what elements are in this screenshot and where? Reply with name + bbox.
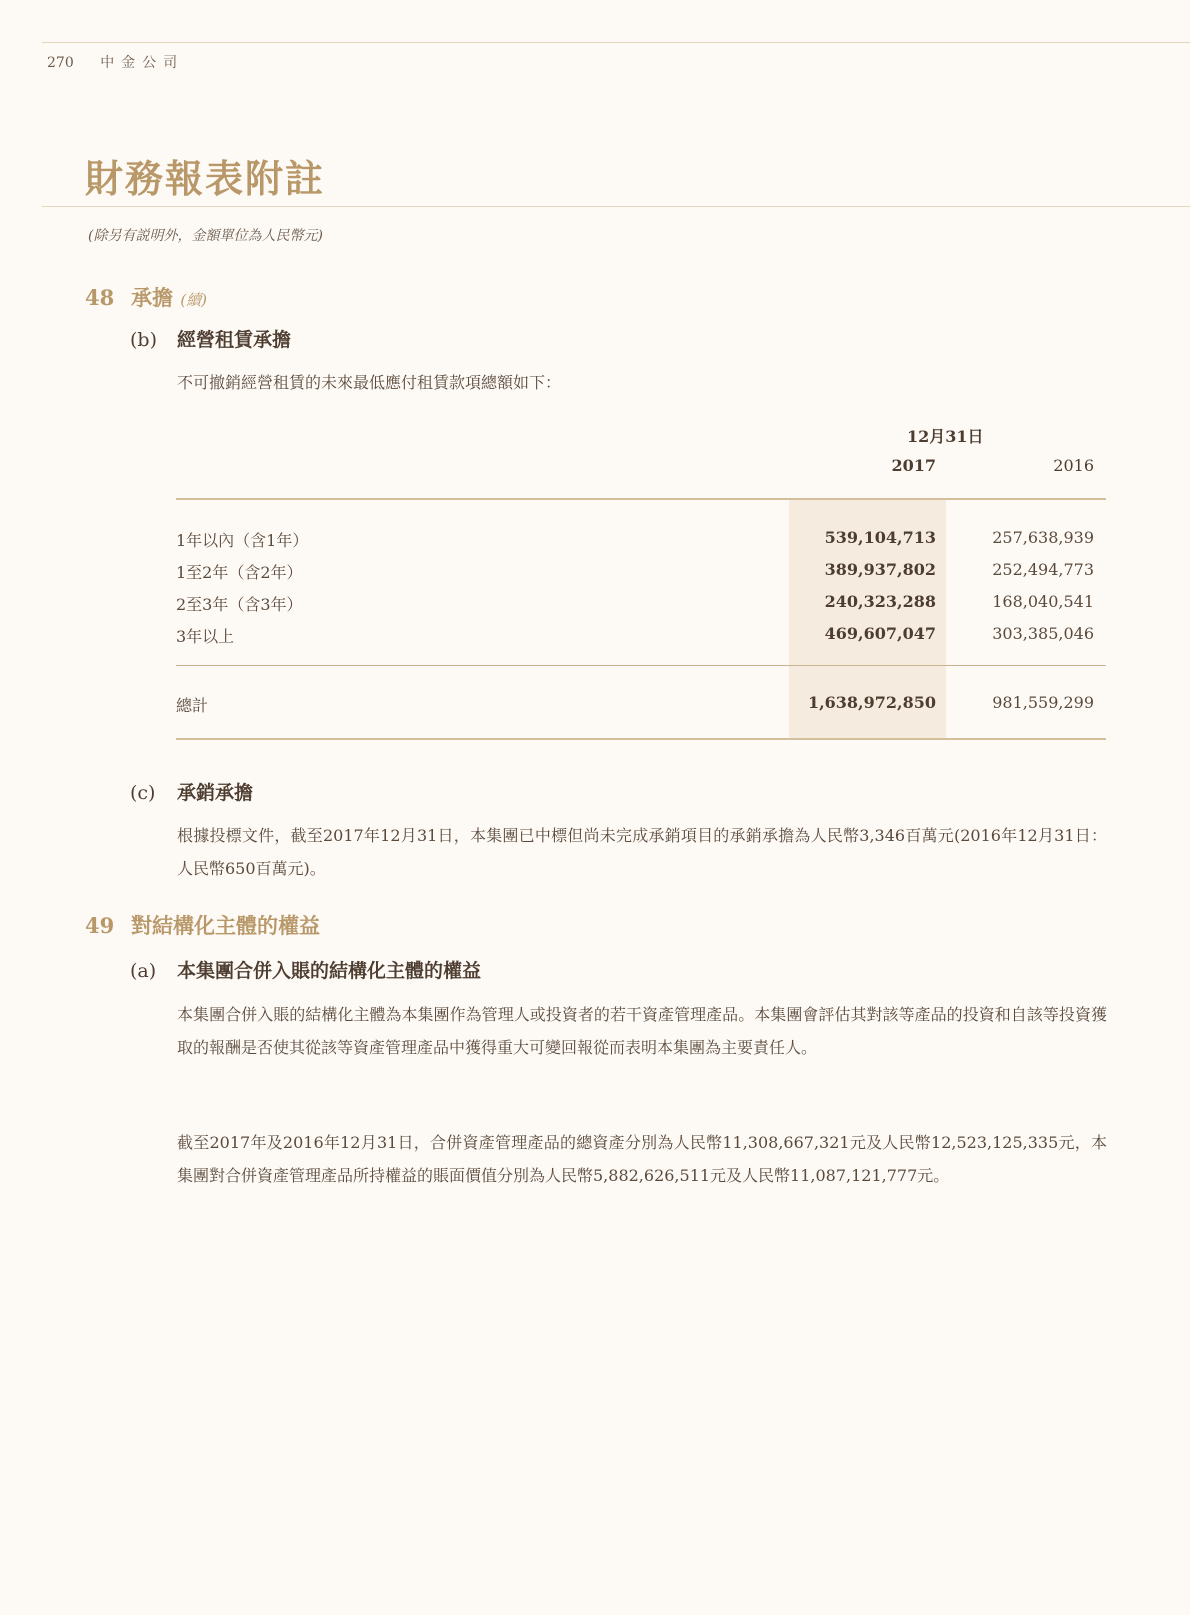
section-title: 對結構化主體的權益 [131, 913, 320, 938]
underwriting-paragraph: 根據投標文件，截至2017年12月31日，本集團已中標但尚未完成承銷項目的承銷承擔為人民幣3,346百萬元(2016年12月31日：人民幣650百萬元)。 [177, 826, 1107, 878]
page-number: 270 [47, 55, 74, 71]
value-2016: 257,638,939 [992, 528, 1094, 547]
total-label: 總計 [176, 696, 209, 715]
table-total-row [176, 693, 1106, 721]
value-2016: 168,040,541 [992, 592, 1094, 611]
header-rule [42, 42, 1190, 43]
value-2017: 240,323,288 [824, 592, 936, 611]
column-header-2016: 2016 [1053, 456, 1094, 475]
section-49-heading [85, 910, 320, 940]
section-title: 承擔 [131, 285, 173, 310]
subsection-c-heading [130, 778, 253, 805]
column-header-2017: 2017 [891, 456, 936, 475]
unit-note: (除另有説明外，金額單位為人民幣元) [88, 228, 323, 244]
row-label: 1年以內（含1年） [176, 531, 309, 550]
section-number: 49 [85, 913, 115, 938]
subsection-b-heading [130, 325, 291, 352]
page-title: 財務報表附註 [85, 156, 326, 201]
table-row [176, 592, 1106, 620]
subsection-letter: (a) [130, 960, 157, 982]
value-2017: 389,937,802 [824, 560, 936, 579]
page-header [47, 52, 184, 72]
table-row [176, 560, 1106, 588]
table-row [176, 528, 1106, 556]
continued-label: (續) [180, 291, 208, 309]
title-rule [42, 206, 1190, 207]
structured-entity-paragraph-1: 本集團合併入賬的結構化主體為本集團作為管理人或投資者的若干資產管理產品。本集團會評估其對該等產品的投資和自該等投資獲取的報酬是否使其從該等資產管理產品中獲得重大可變回報從而表明本集團為主要責任人。 [177, 1005, 1107, 1057]
subsection-title: 本集團合併入賬的結構化主體的權益 [177, 960, 482, 982]
subsection-letter: (b) [130, 329, 157, 351]
section-number: 48 [85, 285, 115, 310]
date-group-header: 12月31日 [907, 427, 984, 446]
total-2017: 1,638,972,850 [807, 693, 936, 712]
subtotal-rule [176, 665, 1106, 666]
subsection-letter: (c) [130, 782, 156, 804]
table-row [176, 624, 1106, 652]
total-2016: 981,559,299 [992, 693, 1094, 712]
structured-entity-paragraph-2: 截至2017年及2016年12月31日，合併資產管理產品的總資產分別為人民幣11,308,667,321元及人民幣12,523,125,335元，本集團對合併資產管理產品所持權益的賬面價值分別為人民幣5,882,626,511元及人民幣11,087,121,777元。 [177, 1133, 1107, 1185]
row-label: 3年以上 [176, 627, 235, 646]
company-name: 中金公司 [100, 55, 185, 71]
row-label: 2至3年（含3年） [176, 595, 303, 614]
value-2017: 469,607,047 [824, 624, 936, 643]
value-2017: 539,104,713 [824, 528, 936, 547]
row-label: 1至2年（含2年） [176, 563, 303, 582]
subsection-a-heading [130, 956, 481, 983]
lease-table [176, 427, 1106, 740]
subsection-title: 經營租賃承擔 [177, 329, 292, 351]
subsection-title: 承銷承擔 [177, 782, 254, 804]
section-48-heading [85, 282, 207, 312]
value-2016: 303,385,046 [992, 624, 1094, 643]
value-2016: 252,494,773 [992, 560, 1094, 579]
total-rule [176, 738, 1106, 740]
table-header-rule [176, 498, 1106, 500]
lease-intro: 不可撤銷經營租賃的未來最低應付租賃款項總額如下： [177, 373, 562, 392]
